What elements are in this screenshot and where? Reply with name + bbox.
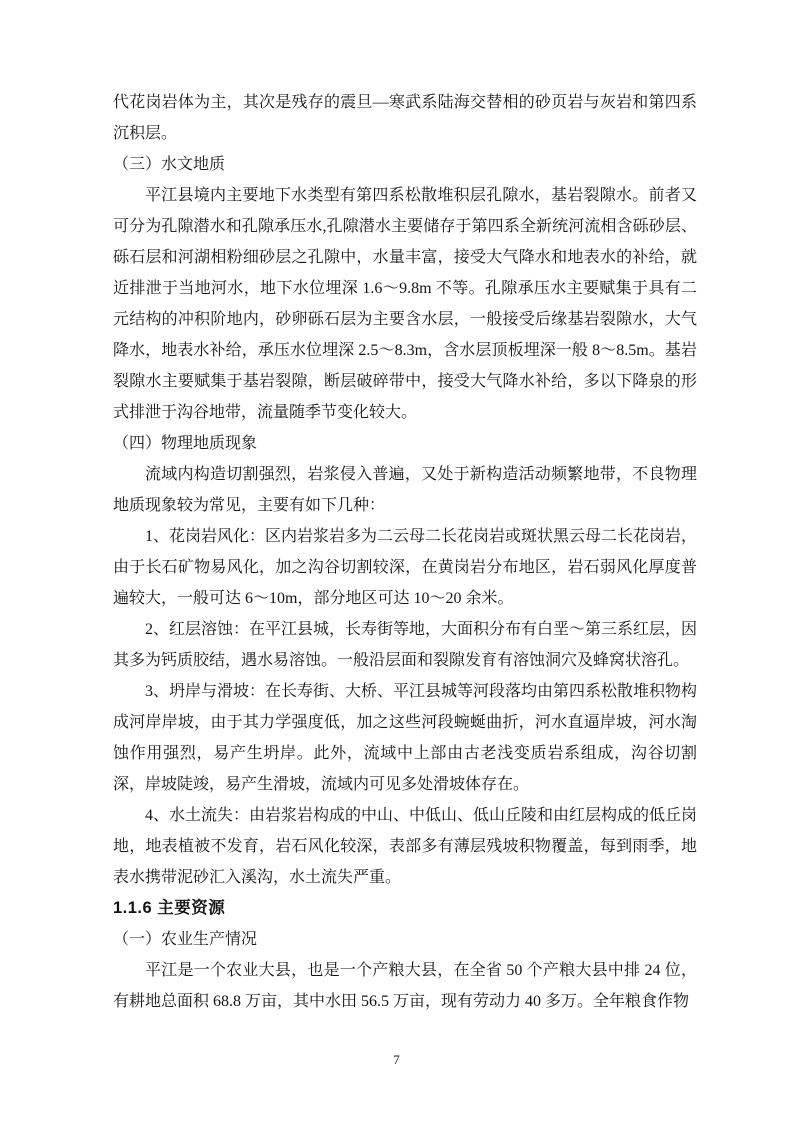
page-number: 7 — [393, 1052, 400, 1067]
paragraph-soil-erosion: 4、水土流失：由岩浆岩构成的中山、中低山、低山丘陵和由红层构成的低丘岗地，地表植被不发育，岩石风化较深，表部多有薄层残坡积物覆盖，每到雨季，地表水携带泥砂汇入溪沟，水土流失严重。 — [113, 807, 698, 886]
heading-hydrogeology: （三）水文地质 — [113, 156, 226, 173]
document-body — [113, 87, 697, 1017]
paragraph-physical-geology-intro: 流域内构造切割强烈，岩浆侵入普遍，又处于新构造活动频繁地带，不良物理地质现象较为常见，主要有如下几种： — [113, 466, 697, 514]
paragraph-red-bed-dissolution: 2、红层溶蚀：在平江县城，长寿街等地，大面积分布有白垩～第三系红层，因其多为钙质胶结，遇水易溶蚀。一般沿层面和裂隙发育有溶蚀洞穴及蜂窝状溶孔。 — [113, 621, 698, 669]
paragraph-bank-collapse-landslide: 3、坍岸与滑坡：在长寿街、大桥、平江县城等河段落均由第四系松散堆积物构成河岸岸坡，由于其力学强度低，加之这些河段蜿蜒曲折，河水直逼岸坡，河水淘蚀作用强烈，易产生坍岸。此外，流域中上部由古老浅变质岩系组成，沟谷切割深，岸坡陡竣，易产生滑坡，流域内可见多处滑坡体存在。 — [113, 683, 698, 793]
paragraph-granite-weathering: 1、花岗岩风化：区内岩浆岩多为二云母二长花岗岩或斑状黑云母二长花岗岩，由于长石矿物易风化，加之沟谷切割较深，在黄岗岩分布地区，岩石弱风化厚度普遍较大，一般可达 6～10m，部分地区可达 10～20 余米。 — [113, 528, 698, 607]
heading-physical-geology: （四）物理地质现象 — [113, 435, 258, 452]
heading-agriculture: （一）农业生产情况 — [113, 931, 258, 948]
paragraph-continuation: 代花岗岩体为主，其次是残存的震旦—寒武系陆海交替相的砂页岩与灰岩和第四系沉积层。 — [113, 94, 697, 142]
heading-main-resources: 1.1.6 主要资源 — [113, 899, 226, 917]
paragraph-groundwater: 平江县境内主要地下水类型有第四系松散堆积层孔隙水，基岩裂隙水。前者又可分为孔隙潜水和孔隙承压水,孔隙潜水主要储存于第四系全新统河流相含砾砂层、砾石层和河湖相粉细砂层之孔隙中，水量丰富，接受大气降水和地表水的补给，就近排泄于当地河水，地下水位埋深 1.6～9.8m 不等。孔隙承压水主要赋集于具有二元结构的冲积阶地内，砂卵砾石层为主要含水层，一般接受后缘基岩裂隙水，大气降水，地表水补给，承压水位埋深 2.5～8.3m，含水层顶板埋深一般 8～8.5m。基岩裂隙水主要赋集于基岩裂隙，断层破碎带中，接受大气降水补给，多以下降泉的形式排泄于沟谷地带，流量随季节变化较大。 — [113, 187, 697, 421]
page-footer — [0, 1050, 793, 1070]
paragraph-agriculture: 平江是一个农业大县，也是一个产粮大县，在全省 50 个产粮大县中排 24 位，有耕地总面积 68.8 万亩，其中水田 56.5 万亩，现有劳动力 40 多万。全年粮食作物 — [113, 962, 697, 1010]
